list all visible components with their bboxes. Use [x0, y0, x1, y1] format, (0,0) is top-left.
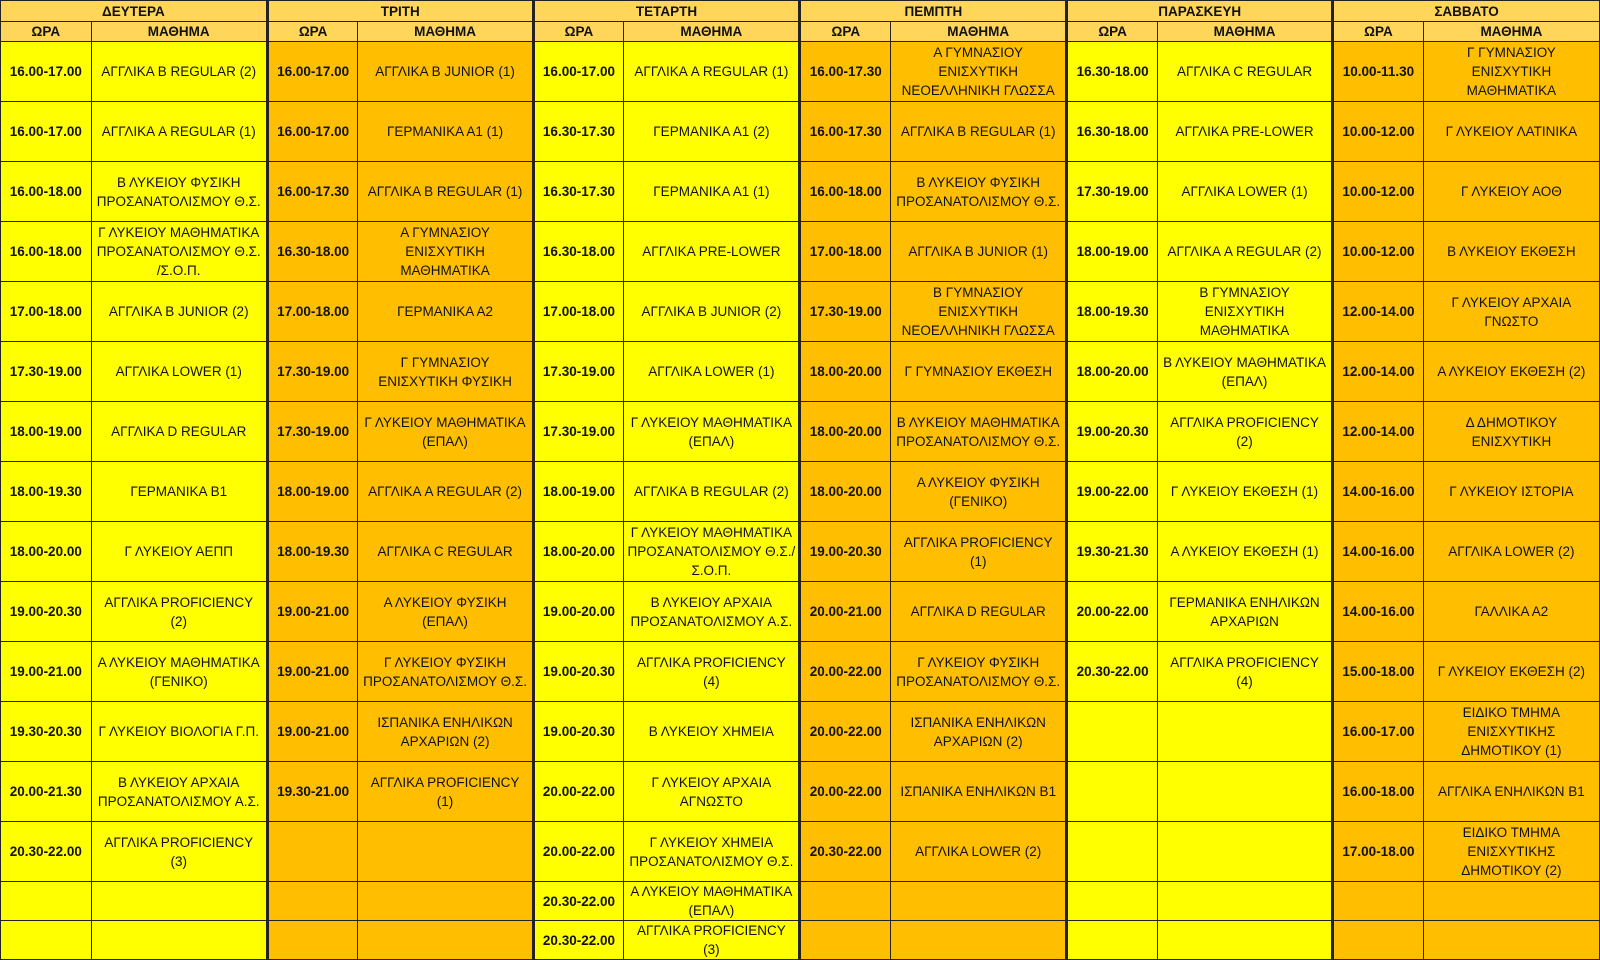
subject-cell [91, 882, 267, 921]
time-cell: 16.30-17.30 [533, 162, 624, 222]
subject-cell: Γ ΛΥΚΕΙΟΥ ΕΚΘΕΣΗ (1) [1157, 462, 1332, 522]
subject-cell: Γ ΛΥΚΕΙΟΥ ΛΑΤΙΝΙΚΑ [1423, 102, 1599, 162]
time-cell: 19.30-20.30 [1, 702, 92, 762]
subject-cell: ΑΓΓΛΙΚΑ D REGULAR [891, 582, 1067, 642]
time-cell [1067, 882, 1158, 921]
time-column-header: ΩΡΑ [267, 22, 358, 42]
subject-cell: ΑΓΓΛΙΚΑ A REGULAR (2) [1157, 222, 1332, 282]
subject-cell: ΑΓΓΛΙΚΑ PROFICIENCY (4) [624, 642, 800, 702]
subject-cell: ΓΑΛΛΙΚΑ Α2 [1423, 582, 1599, 642]
subject-cell: Γ ΛΥΚΕΙΟΥ ΒΙΟΛΟΓΙΑ Γ.Π. [91, 702, 267, 762]
subject-cell: Γ ΛΥΚΕΙΟΥ ΑΡΧΑΙΑ ΑΓΝΩΣΤΟ [624, 762, 800, 822]
time-cell: 16.00-18.00 [1, 162, 92, 222]
subject-cell [1157, 702, 1332, 762]
time-cell: 19.30-21.00 [267, 762, 358, 822]
subject-cell: ΑΓΓΛΙΚΑ PROFICIENCY (3) [624, 921, 800, 960]
subject-cell: ΑΓΓΛΙΚΑ LOWER (1) [91, 342, 267, 402]
time-cell: 16.00-17.00 [267, 102, 358, 162]
subject-cell: Β ΛΥΚΕΙΟΥ ΑΡΧΑΙΑ ΠΡΟΣΑΝΑΤΟΛΙΣΜΟΥ Α.Σ. [624, 582, 800, 642]
table-row [1, 342, 1600, 402]
subject-cell: Α ΓΥΜΝΑΣΙΟΥ ΕΝΙΣΧΥΤΙΚΗ ΝΕΟΕΛΛΗΝΙΚΗ ΓΛΩΣΣΑ [891, 42, 1067, 102]
subject-cell: Γ ΓΥΜΝΑΣΙΟΥ ΕΝΙΣΧΥΤΙΚΗ ΦΥΣΙΚΗ [358, 342, 533, 402]
subject-cell: Α ΓΥΜΝΑΣΙΟΥ ΕΝΙΣΧΥΤΙΚΗ ΜΑΘΗΜΑΤΙΚΑ [358, 222, 533, 282]
subject-cell: Β ΛΥΚΕΙΟΥ ΦΥΣΙΚΗ ΠΡΟΣΑΝΑΤΟΛΙΣΜΟΥ Θ.Σ. [891, 162, 1067, 222]
subject-cell: ΑΓΓΛΙΚΑ LOWER (2) [1423, 522, 1599, 582]
time-cell: 20.00-22.00 [800, 642, 891, 702]
time-column-header: ΩΡΑ [1333, 22, 1424, 42]
day-header: ΠΕΜΠΤΗ [800, 1, 1067, 22]
subject-cell: ΑΓΓΛΙΚΑ B JUNIOR (2) [91, 282, 267, 342]
subject-cell: ΑΓΓΛΙΚΑ PRE-LOWER [624, 222, 800, 282]
subject-cell: ΓΕΡΜΑΝΙΚΑ Α1 (1) [624, 162, 800, 222]
subject-column-header: ΜΑΘΗΜΑ [91, 22, 267, 42]
subject-cell: ΑΓΓΛΙΚΑ LOWER (1) [1157, 162, 1332, 222]
subject-cell: Β ΛΥΚΕΙΟΥ ΦΥΣΙΚΗ ΠΡΟΣΑΝΑΤΟΛΙΣΜΟΥ Θ.Σ. [91, 162, 267, 222]
time-cell: 10.00-12.00 [1333, 102, 1424, 162]
subject-cell: ΓΕΡΜΑΝΙΚΑ ΕΝΗΛΙΚΩΝ ΑΡΧΑΡΙΩΝ [1157, 582, 1332, 642]
time-cell: 17.30-19.00 [533, 342, 624, 402]
table-row [1, 42, 1600, 102]
table-row [1, 222, 1600, 282]
subject-cell: ΑΓΓΛΙΚΑ LOWER (1) [624, 342, 800, 402]
time-cell: 14.00-16.00 [1333, 582, 1424, 642]
table-row [1, 762, 1600, 822]
subject-cell: Γ ΛΥΚΕΙΟΥ ΜΑΘΗΜΑΤΙΚΑ (ΕΠΑΛ) [358, 402, 533, 462]
time-cell: 12.00-14.00 [1333, 402, 1424, 462]
table-row [1, 162, 1600, 222]
subject-cell: Γ ΛΥΚΕΙΟΥ ΜΑΘΗΜΑΤΙΚΑ ΠΡΟΣΑΝΑΤΟΛΙΣΜΟΥ Θ.Σ./Σ.Ο.Π. [624, 522, 800, 582]
time-cell: 19.00-21.00 [1, 642, 92, 702]
time-cell: 19.30-21.30 [1067, 522, 1158, 582]
time-cell: 17.30-19.00 [1067, 162, 1158, 222]
time-cell: 18.00-20.00 [800, 462, 891, 522]
time-cell: 20.00-22.00 [800, 762, 891, 822]
time-cell: 17.00-18.00 [533, 282, 624, 342]
time-cell: 16.00-17.00 [267, 42, 358, 102]
time-cell: 19.00-21.00 [267, 582, 358, 642]
time-cell: 16.30-18.00 [1067, 42, 1158, 102]
time-cell: 19.00-22.00 [1067, 462, 1158, 522]
time-cell [1, 921, 92, 960]
subject-cell: Α ΛΥΚΕΙΟΥ ΕΚΘΕΣΗ (2) [1423, 342, 1599, 402]
subject-cell [358, 921, 533, 960]
day-header: ΔΕΥΤΕΡΑ [1, 1, 268, 22]
time-cell: 18.00-19.00 [1067, 222, 1158, 282]
time-cell: 17.30-19.00 [1, 342, 92, 402]
time-cell: 19.00-20.30 [800, 522, 891, 582]
subject-cell [1423, 921, 1599, 960]
subject-cell: ΑΓΓΛΙΚΑ B JUNIOR (2) [624, 282, 800, 342]
table-row [1, 462, 1600, 522]
time-cell [1, 882, 92, 921]
time-cell: 20.30-22.00 [533, 882, 624, 921]
time-cell: 17.30-19.00 [267, 402, 358, 462]
time-cell: 16.00-17.30 [800, 102, 891, 162]
subject-cell: ΑΓΓΛΙΚΑ A REGULAR (1) [91, 102, 267, 162]
time-cell: 19.00-20.00 [533, 582, 624, 642]
subject-cell: Γ ΛΥΚΕΙΟΥ ΕΚΘΕΣΗ (2) [1423, 642, 1599, 702]
subject-cell [1157, 762, 1332, 822]
subject-cell: Γ ΓΥΜΝΑΣΙΟΥ ΕΚΘΕΣΗ [891, 342, 1067, 402]
time-cell: 18.00-20.00 [800, 402, 891, 462]
time-column-header: ΩΡΑ [800, 22, 891, 42]
subject-cell: ΑΓΓΛΙΚΑ D REGULAR [91, 402, 267, 462]
time-cell: 19.00-21.00 [267, 702, 358, 762]
subject-cell: Γ ΛΥΚΕΙΟΥ ΜΑΘΗΜΑΤΙΚΑ (ΕΠΑΛ) [624, 402, 800, 462]
subject-cell: ΑΓΓΛΙΚΑ PROFICIENCY (1) [891, 522, 1067, 582]
time-cell: 18.00-19.00 [1, 402, 92, 462]
subject-column-header: ΜΑΘΗΜΑ [1423, 22, 1599, 42]
time-cell [800, 921, 891, 960]
time-cell: 16.30-18.00 [1067, 102, 1158, 162]
time-cell: 20.00-22.00 [800, 702, 891, 762]
time-cell [1333, 921, 1424, 960]
subject-cell: Β ΛΥΚΕΙΟΥ ΧΗΜΕΙΑ [624, 702, 800, 762]
subject-cell: ΓΕΡΜΑΝΙΚΑ Α1 (1) [358, 102, 533, 162]
time-cell: 17.30-19.00 [533, 402, 624, 462]
time-cell: 20.00-22.00 [1067, 582, 1158, 642]
subject-cell: Δ ΔΗΜΟΤΙΚΟΥ ΕΝΙΣΧΥΤΙΚΗ [1423, 402, 1599, 462]
subject-cell: Γ ΛΥΚΕΙΟΥ ΦΥΣΙΚΗ ΠΡΟΣΑΝΑΤΟΛΙΣΜΟΥ Θ.Σ. [358, 642, 533, 702]
subject-cell [1157, 921, 1332, 960]
time-column-header: ΩΡΑ [1067, 22, 1158, 42]
subject-column-header: ΜΑΘΗΜΑ [624, 22, 800, 42]
subject-cell: ΑΓΓΛΙΚΑ B REGULAR (1) [358, 162, 533, 222]
subject-cell: ΑΓΓΛΙΚΑ B JUNIOR (1) [891, 222, 1067, 282]
time-cell: 17.30-19.00 [267, 342, 358, 402]
time-cell: 18.00-19.30 [1067, 282, 1158, 342]
time-cell: 16.00-17.00 [533, 42, 624, 102]
time-cell: 10.00-12.00 [1333, 222, 1424, 282]
time-cell: 16.00-17.30 [800, 42, 891, 102]
subject-cell: Γ ΛΥΚΕΙΟΥ ΧΗΜΕΙΑ ΠΡΟΣΑΝΑΤΟΛΙΣΜΟΥ Θ.Σ. [624, 822, 800, 882]
time-cell: 16.00-17.00 [1333, 702, 1424, 762]
table-row [1, 522, 1600, 582]
subject-column-header: ΜΑΘΗΜΑ [1157, 22, 1332, 42]
subject-cell [1423, 882, 1599, 921]
time-cell: 12.00-14.00 [1333, 342, 1424, 402]
time-cell: 16.00-18.00 [1333, 762, 1424, 822]
time-cell: 14.00-16.00 [1333, 522, 1424, 582]
subject-cell: ΑΓΓΛΙΚΑ B REGULAR (1) [891, 102, 1067, 162]
time-cell: 19.00-20.30 [533, 702, 624, 762]
subject-cell [891, 921, 1067, 960]
time-cell: 12.00-14.00 [1333, 282, 1424, 342]
subject-cell: ΓΕΡΜΑΝΙΚΑ Α1 (2) [624, 102, 800, 162]
time-cell [267, 822, 358, 882]
time-cell [267, 882, 358, 921]
time-cell: 18.00-19.00 [533, 462, 624, 522]
subject-cell: ΑΓΓΛΙΚΑ A REGULAR (1) [624, 42, 800, 102]
table-row [1, 822, 1600, 882]
time-cell: 16.00-17.00 [1, 42, 92, 102]
subject-cell: ΙΣΠΑΝΙΚΑ ΕΝΗΛΙΚΩΝ ΑΡΧΑΡΙΩΝ (2) [358, 702, 533, 762]
time-cell [1067, 762, 1158, 822]
time-cell: 20.00-22.00 [533, 762, 624, 822]
time-cell: 17.00-18.00 [1333, 822, 1424, 882]
subject-cell [358, 882, 533, 921]
time-cell [1067, 822, 1158, 882]
table-row [1, 642, 1600, 702]
subject-cell: Γ ΛΥΚΕΙΟΥ ΑΡΧΑΙΑ ΓΝΩΣΤΟ [1423, 282, 1599, 342]
subject-cell: Β ΛΥΚΕΙΟΥ ΜΑΘΗΜΑΤΙΚΑ (ΕΠΑΛ) [1157, 342, 1332, 402]
time-cell: 17.30-19.00 [800, 282, 891, 342]
subject-cell: ΑΓΓΛΙΚΑ C REGULAR [358, 522, 533, 582]
subject-cell: ΑΓΓΛΙΚΑ ΕΝΗΛΙΚΩΝ Β1 [1423, 762, 1599, 822]
time-cell: 10.00-12.00 [1333, 162, 1424, 222]
time-cell: 18.00-19.00 [267, 462, 358, 522]
subject-cell: ΕΙΔΙΚΟ ΤΜΗΜΑ ΕΝΙΣΧΥΤΙΚΗΣ ΔΗΜΟΤΙΚΟΥ (1) [1423, 702, 1599, 762]
table-row [1, 702, 1600, 762]
time-cell: 16.00-18.00 [1, 222, 92, 282]
subject-cell: ΑΓΓΛΙΚΑ B REGULAR (2) [624, 462, 800, 522]
subject-cell: Γ ΛΥΚΕΙΟΥ ΙΣΤΟΡΙΑ [1423, 462, 1599, 522]
time-cell: 18.00-20.00 [533, 522, 624, 582]
subject-cell: ΓΕΡΜΑΝΙΚΑ Α2 [358, 282, 533, 342]
time-cell: 14.00-16.00 [1333, 462, 1424, 522]
time-cell [800, 882, 891, 921]
day-header: ΠΑΡΑΣΚΕΥΗ [1067, 1, 1333, 22]
day-header-row [1, 1, 1600, 22]
time-cell: 17.00-18.00 [800, 222, 891, 282]
subject-cell: Β ΛΥΚΕΙΟΥ ΑΡΧΑΙΑ ΠΡΟΣΑΝΑΤΟΛΙΣΜΟΥ Α.Σ. [91, 762, 267, 822]
time-cell: 16.30-17.30 [533, 102, 624, 162]
time-cell: 20.00-22.00 [533, 822, 624, 882]
time-column-header: ΩΡΑ [533, 22, 624, 42]
time-cell: 18.00-19.30 [1, 462, 92, 522]
subject-column-header: ΜΑΘΗΜΑ [358, 22, 533, 42]
subject-cell: ΑΓΓΛΙΚΑ PROFICIENCY (1) [358, 762, 533, 822]
table-row [1, 102, 1600, 162]
time-cell: 19.00-20.30 [1067, 402, 1158, 462]
subject-cell: Β ΓΥΜΝΑΣΙΟΥ ΕΝΙΣΧΥΤΙΚΗ ΝΕΟΕΛΛΗΝΙΚΗ ΓΛΩΣΣΑ [891, 282, 1067, 342]
time-column-header: ΩΡΑ [1, 22, 92, 42]
time-cell: 10.00-11.30 [1333, 42, 1424, 102]
day-header: ΣΑΒΒΑΤΟ [1333, 1, 1600, 22]
time-cell: 20.30-22.00 [1, 822, 92, 882]
subject-cell: Β ΓΥΜΝΑΣΙΟΥ ΕΝΙΣΧΥΤΙΚΗ ΜΑΘΗΜΑΤΙΚΑ [1157, 282, 1332, 342]
subject-column-header: ΜΑΘΗΜΑ [891, 22, 1067, 42]
time-cell [1067, 702, 1158, 762]
time-cell [1333, 882, 1424, 921]
subject-cell: ΑΓΓΛΙΚΑ A REGULAR (2) [358, 462, 533, 522]
subject-cell: Γ ΛΥΚΕΙΟΥ ΑΟΘ [1423, 162, 1599, 222]
table-row [1, 882, 1600, 921]
subject-cell: ΑΓΓΛΙΚΑ C REGULAR [1157, 42, 1332, 102]
subject-cell: Γ ΓΥΜΝΑΣΙΟΥ ΕΝΙΣΧΥΤΙΚΗ ΜΑΘΗΜΑΤΙΚΑ [1423, 42, 1599, 102]
time-cell: 18.00-20.00 [1, 522, 92, 582]
time-cell: 20.30-22.00 [800, 822, 891, 882]
time-cell: 16.30-18.00 [533, 222, 624, 282]
subject-cell: ΙΣΠΑΝΙΚΑ ΕΝΗΛΙΚΩΝ Β1 [891, 762, 1067, 822]
column-header-row [1, 22, 1600, 42]
subject-cell: ΙΣΠΑΝΙΚΑ ΕΝΗΛΙΚΩΝ ΑΡΧΑΡΙΩΝ (2) [891, 702, 1067, 762]
subject-cell [891, 882, 1067, 921]
subject-cell: Α ΛΥΚΕΙΟΥ ΕΚΘΕΣΗ (1) [1157, 522, 1332, 582]
time-cell: 19.00-20.30 [1, 582, 92, 642]
subject-cell: ΑΓΓΛΙΚΑ B JUNIOR (1) [358, 42, 533, 102]
subject-cell: Γ ΛΥΚΕΙΟΥ ΜΑΘΗΜΑΤΙΚΑ ΠΡΟΣΑΝΑΤΟΛΙΣΜΟΥ Θ.Σ. /Σ.Ο.Π. [91, 222, 267, 282]
subject-cell: ΑΓΓΛΙΚΑ B REGULAR (2) [91, 42, 267, 102]
time-cell: 16.00-17.00 [1, 102, 92, 162]
subject-cell: Β ΛΥΚΕΙΟΥ ΕΚΘΕΣΗ [1423, 222, 1599, 282]
subject-cell: Β ΛΥΚΕΙΟΥ ΜΑΘΗΜΑΤΙΚΑ ΠΡΟΣΑΝΑΤΟΛΙΣΜΟΥ Θ.Σ. [891, 402, 1067, 462]
time-cell: 20.30-22.00 [1067, 642, 1158, 702]
subject-cell: Γ ΛΥΚΕΙΟΥ ΦΥΣΙΚΗ ΠΡΟΣΑΝΑΤΟΛΙΣΜΟΥ Θ.Σ. [891, 642, 1067, 702]
time-cell: 20.00-21.00 [800, 582, 891, 642]
time-cell: 17.00-18.00 [1, 282, 92, 342]
subject-cell: Α ΛΥΚΕΙΟΥ ΦΥΣΙΚΗ (ΕΠΑΛ) [358, 582, 533, 642]
time-cell: 20.30-22.00 [533, 921, 624, 960]
time-cell: 19.00-21.00 [267, 642, 358, 702]
subject-cell: ΑΓΓΛΙΚΑ PROFICIENCY (2) [1157, 402, 1332, 462]
subject-cell: ΑΓΓΛΙΚΑ LOWER (2) [891, 822, 1067, 882]
time-cell: 18.00-20.00 [1067, 342, 1158, 402]
subject-cell [91, 921, 267, 960]
time-cell: 18.00-20.00 [800, 342, 891, 402]
time-cell: 18.00-19.30 [267, 522, 358, 582]
time-cell: 19.00-20.30 [533, 642, 624, 702]
subject-cell [358, 822, 533, 882]
subject-cell: Α ΛΥΚΕΙΟΥ ΜΑΘΗΜΑΤΙΚΑ (ΓΕΝΙΚΟ) [91, 642, 267, 702]
subject-cell: ΑΓΓΛΙΚΑ PRE-LOWER [1157, 102, 1332, 162]
subject-cell: Α ΛΥΚΕΙΟΥ ΜΑΘΗΜΑΤΙΚΑ (ΕΠΑΛ) [624, 882, 800, 921]
subject-cell: ΑΓΓΛΙΚΑ PROFICIENCY (2) [91, 582, 267, 642]
table-row [1, 582, 1600, 642]
day-header: ΤΕΤΑΡΤΗ [533, 1, 800, 22]
subject-cell [1157, 822, 1332, 882]
subject-cell: Α ΛΥΚΕΙΟΥ ΦΥΣΙΚΗ (ΓΕΝΙΚΟ) [891, 462, 1067, 522]
time-cell: 17.00-18.00 [267, 282, 358, 342]
subject-cell: ΕΙΔΙΚΟ ΤΜΗΜΑ ΕΝΙΣΧΥΤΙΚΗΣ ΔΗΜΟΤΙΚΟΥ (2) [1423, 822, 1599, 882]
day-header: ΤΡΙΤΗ [267, 1, 533, 22]
time-cell: 16.00-17.30 [267, 162, 358, 222]
subject-cell: ΑΓΓΛΙΚΑ PROFICIENCY (4) [1157, 642, 1332, 702]
table-row [1, 921, 1600, 960]
time-cell [1067, 921, 1158, 960]
table-row [1, 282, 1600, 342]
table-row [1, 402, 1600, 462]
time-cell: 16.00-18.00 [800, 162, 891, 222]
time-cell [267, 921, 358, 960]
subject-cell: Γ ΛΥΚΕΙΟΥ ΑΕΠΠ [91, 522, 267, 582]
subject-cell: ΓΕΡΜΑΝΙΚΑ Β1 [91, 462, 267, 522]
subject-cell [1157, 882, 1332, 921]
time-cell: 20.00-21.30 [1, 762, 92, 822]
subject-cell: ΑΓΓΛΙΚΑ PROFICIENCY (3) [91, 822, 267, 882]
time-cell: 15.00-18.00 [1333, 642, 1424, 702]
time-cell: 16.30-18.00 [267, 222, 358, 282]
